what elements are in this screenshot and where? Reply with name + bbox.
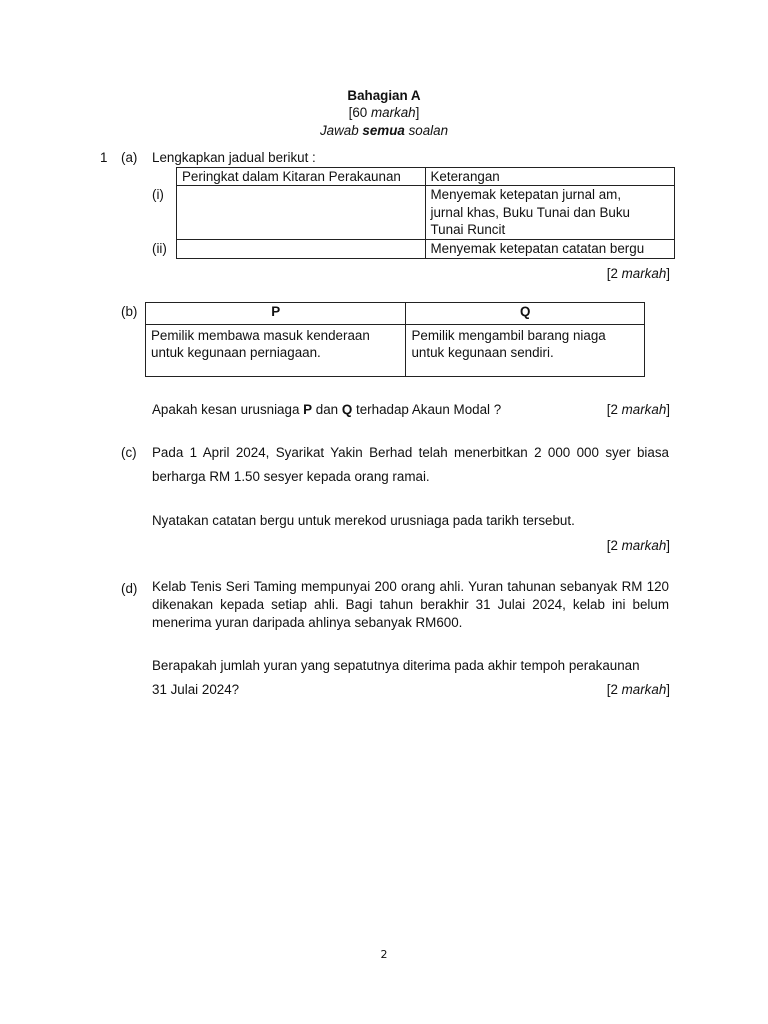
row-i-label: (i) (152, 187, 164, 202)
part-d-question-line1: Berapakah jumlah yuran yang sepatutnya diterima pada akhir tempoh perakaunan (152, 658, 640, 673)
cycle-table (176, 167, 675, 259)
part-b-label: (b) (121, 304, 138, 319)
marks-open: [2 (606, 682, 622, 697)
description-cell: Menyemak ketepatan catatan bergu (425, 240, 675, 258)
question-text: Apakah kesan urusniaga (152, 402, 304, 417)
marks-close: ] (666, 266, 670, 281)
transaction-line: Pemilik mengambil barang niaga (411, 328, 606, 343)
part-a-label: (a) (121, 150, 138, 165)
part-c-label: (c) (121, 445, 137, 460)
table-row (177, 186, 675, 240)
table-row (177, 240, 675, 258)
instr-pre: Jawab (319, 122, 363, 138)
table-row (146, 325, 645, 377)
question-text: terhadap Akaun Modal ? (352, 402, 502, 417)
part-d-question-line2: 31 Julai 2024? (152, 682, 240, 697)
marks-open: [2 (606, 402, 622, 417)
part-c-question: Nyatakan catatan bergu untuk merekod urusniaga pada tarikh tersebut. (152, 513, 575, 528)
instr-bold: semua (362, 122, 405, 138)
marks-word: markah (621, 682, 667, 697)
part-a-marks (607, 265, 670, 282)
question-q: Q (341, 402, 353, 417)
marks-word: markah (621, 538, 667, 553)
description-cell (425, 186, 675, 240)
description-line: jurnal khas, Buku Tunai dan Buku (430, 204, 630, 220)
transaction-q (406, 325, 645, 377)
marks-close: ] (666, 402, 670, 417)
table-header-row (177, 168, 675, 186)
part-d-label: (d) (121, 581, 138, 596)
answer-cell-ii[interactable] (177, 240, 426, 258)
transaction-line: untuk kegunaan sendiri. (411, 345, 554, 361)
section-header (0, 87, 768, 139)
marks-close: ] (666, 538, 670, 553)
description-line: Menyemak ketepatan jurnal am, (430, 187, 622, 203)
column-q-header: Q (406, 303, 645, 325)
marks-word: markah (621, 266, 667, 281)
question-number: 1 (100, 150, 108, 165)
table-header-row (146, 303, 645, 325)
section-instruction (0, 122, 768, 139)
question-p: P (303, 402, 313, 417)
marks-close: ] (415, 105, 420, 121)
column-p-header: P (146, 303, 406, 325)
section-title: Bahagian A (347, 88, 421, 103)
table-header: Keterangan (425, 168, 675, 186)
part-c-text: Pada 1 April 2024, Syarikat Yakin Berhad telah menerbitkan 2 000 000 syer biasa berharga RM 1.50 sesyer kepada orang ramai. (152, 445, 669, 484)
marks-open: [2 (606, 538, 622, 553)
transaction-line: Pemilik membawa masuk kenderaan (151, 328, 370, 343)
part-d-text: Kelab Tenis Seri Taming mempunyai 200 orang ahli. Yuran tahunan sebanyak RM 120 dikenakan kepada setiap ahli. Bagi tahun berakhir 31 Julai 2024, kelab ini belum menerima yuran daripada ahlinya sebanyak RM600. (152, 579, 669, 630)
marks-open: [2 (606, 266, 622, 281)
part-d-marks (607, 681, 670, 698)
page-number: 2 (380, 948, 388, 961)
transaction-line: untuk kegunaan perniagaan. (151, 345, 321, 361)
description-line: Tunai Runcit (430, 222, 506, 238)
part-b-question (152, 401, 501, 418)
marks-word: markah (621, 402, 667, 417)
pq-table (145, 302, 645, 377)
answer-cell-i[interactable] (177, 186, 426, 240)
section-marks (0, 104, 768, 121)
transaction-p (146, 325, 406, 377)
part-b-marks (607, 401, 670, 418)
marks-close: ] (666, 682, 670, 697)
row-ii-label: (ii) (152, 241, 167, 256)
table-header: Peringkat dalam Kitaran Perakaunan (177, 168, 426, 186)
instr-post: soalan (404, 122, 449, 138)
question-text: dan (312, 402, 342, 417)
marks-open: [60 (348, 105, 371, 121)
part-a-prompt: Lengkapkan jadual berikut : (152, 150, 316, 165)
part-c-marks (607, 537, 670, 554)
marks-word: markah (370, 105, 416, 121)
